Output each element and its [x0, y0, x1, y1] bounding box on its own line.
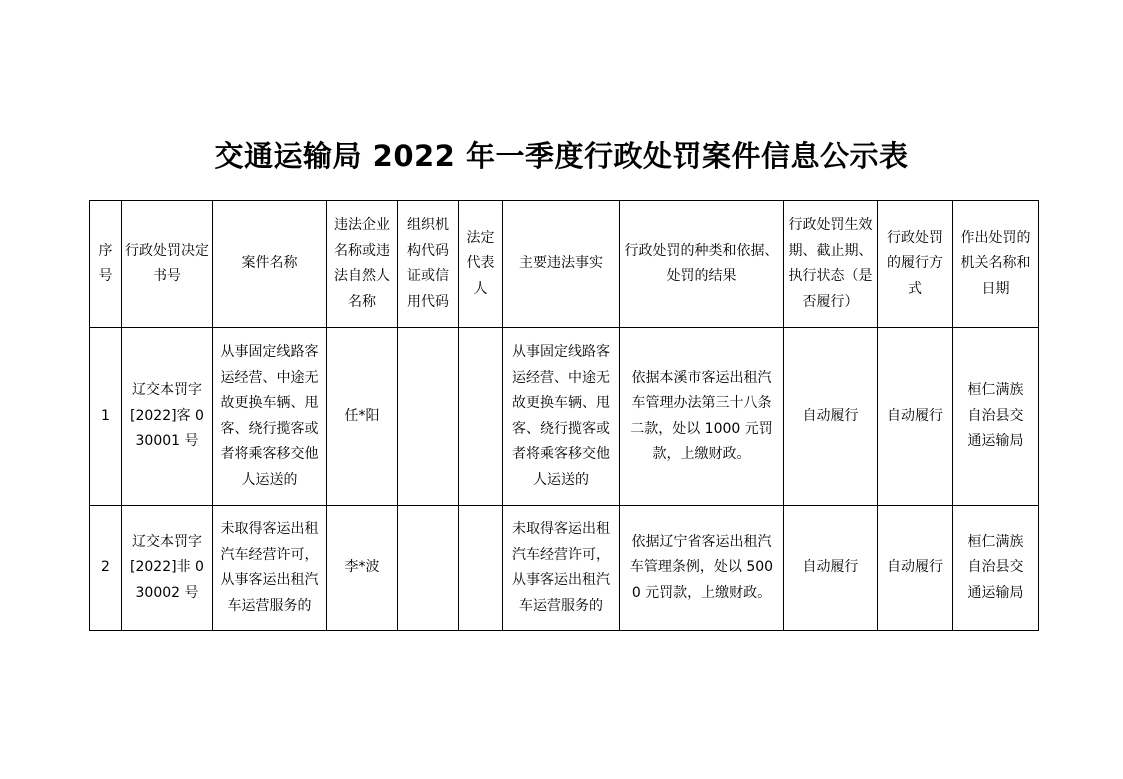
cell-status: 自动履行 [784, 506, 878, 631]
header-party: 违法企业名称或违法自然人名称 [327, 201, 398, 328]
header-org-code: 组织机构代码证或信用代码 [398, 201, 459, 328]
cell-case-name: 从事固定线路客运经营、中途无故更换车辆、甩客、绕行揽客或者将乘客移交他人运送的 [213, 328, 327, 506]
cell-party: 李*波 [327, 506, 398, 631]
table-row [90, 506, 1039, 631]
cell-authority: 桓仁满族自治县交通运输局 [953, 328, 1039, 506]
cell-method: 自动履行 [878, 506, 953, 631]
cell-method: 自动履行 [878, 328, 953, 506]
header-status: 行政处罚生效期、截止期、执行状态（是否履行） [784, 201, 878, 328]
header-penalty: 行政处罚的种类和依据、处罚的结果 [620, 201, 784, 328]
header-facts: 主要违法事实 [503, 201, 620, 328]
header-method: 行政处罚的履行方式 [878, 201, 953, 328]
cell-seq: 2 [90, 506, 122, 631]
cell-legal-rep [459, 506, 503, 631]
page-title: 交通运输局 2022 年一季度行政处罚案件信息公示表 [214, 139, 909, 173]
cell-facts: 未取得客运出租汽车经营许可，从事客运出租汽车运营服务的 [503, 506, 620, 631]
header-seq: 序号 [90, 201, 122, 328]
penalty-info-table [89, 200, 1039, 631]
header-decision-no: 行政处罚决定书号 [122, 201, 213, 328]
cell-org-code [398, 328, 459, 506]
cell-penalty: 依据本溪市客运出租汽车管理办法第三十八条二款，处以 1000 元罚款，上缴财政。 [620, 328, 784, 506]
cell-case-name: 未取得客运出租汽车经营许可，从事客运出租汽车运营服务的 [213, 506, 327, 631]
header-case-name: 案件名称 [213, 201, 327, 328]
header-legal-rep: 法定代表人 [459, 201, 503, 328]
cell-facts: 从事固定线路客运经营、中途无故更换车辆、甩客、绕行揽客或者将乘客移交他人运送的 [503, 328, 620, 506]
header-authority: 作出处罚的机关名称和日期 [953, 201, 1039, 328]
table-row [90, 328, 1039, 506]
cell-decision-no: 辽交本罚字[2022]客 030001 号 [122, 328, 213, 506]
cell-penalty: 依据辽宁省客运出租汽车管理条例，处以 5000 元罚款，上缴财政。 [620, 506, 784, 631]
cell-decision-no: 辽交本罚字[2022]非 030002 号 [122, 506, 213, 631]
cell-party: 任*阳 [327, 328, 398, 506]
cell-org-code [398, 506, 459, 631]
cell-authority: 桓仁满族自治县交通运输局 [953, 506, 1039, 631]
cell-seq: 1 [90, 328, 122, 506]
table-header-row [90, 201, 1039, 328]
cell-status: 自动履行 [784, 328, 878, 506]
cell-legal-rep [459, 328, 503, 506]
